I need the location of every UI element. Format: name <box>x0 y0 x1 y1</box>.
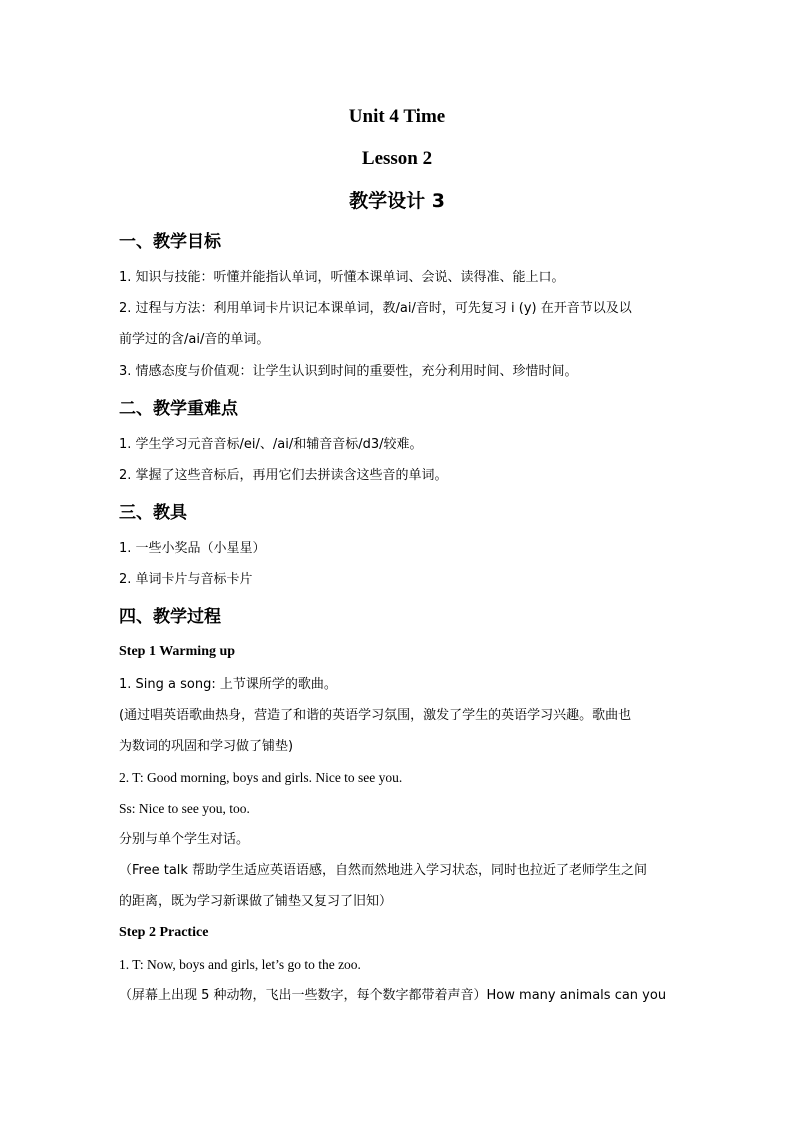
document-title-design: 教学设计 3 <box>349 190 445 212</box>
step-1-line-1: 1. Sing a song: 上节课所学的歌曲。 <box>119 677 337 692</box>
goals-item-2-cont: 前学过的含/ai/音的单词。 <box>119 332 270 347</box>
goals-item-3: 3. 情感态度与价值观：让学生认识到时间的重要性，充分利用时间、珍惜时间。 <box>119 364 578 379</box>
goals-item-2: 2. 过程与方法：利用单词卡片识记本课单词，教/ai/音时，可先复习 i (y) 在开音节以及以 <box>119 301 632 316</box>
goals-item-1: 1. 知识与技能：听懂并能指认单词，听懂本课单词、会说、读得准、能上口。 <box>119 270 565 285</box>
step-2-heading: Step 2 Practice <box>119 925 209 940</box>
step-2-line-1: 1. T: Now, boys and girls, let’s go to the zoo. <box>119 957 361 972</box>
step-1-line-5: Ss: Nice to see you, too. <box>119 801 250 816</box>
document-title-lesson: Lesson 2 <box>361 148 433 169</box>
section-heading-goals: 一、教学目标 <box>119 232 221 252</box>
section-heading-process: 四、教学过程 <box>119 607 221 627</box>
step-1-line-3: 为数词的巩固和学习做了铺垫) <box>119 739 294 754</box>
step-1-line-2: (通过唱英语歌曲热身，营造了和谐的英语学习氛围，激发了学生的英语学习兴趣。歌曲也 <box>119 708 632 723</box>
step-1-heading: Step 1 Warming up <box>119 644 236 659</box>
document-title-unit: Unit 4 Time <box>348 106 446 127</box>
step-1-line-6: 分别与单个学生对话。 <box>119 832 250 847</box>
tools-item-2: 2. 单词卡片与音标卡片 <box>119 572 253 587</box>
key-points-item-1: 1. 学生学习元音音标/ei/、/ai/和辅音音标/d3/较难。 <box>119 437 423 452</box>
step-1-line-8: 的距离，既为学习新课做了铺垫又复习了旧知） <box>119 894 393 909</box>
step-1-line-7: （Free talk 帮助学生适应英语语感，自然而然地进入学习状态，同时也拉近了老师学生之间 <box>119 863 648 878</box>
step-1-line-4: 2. T: Good morning, boys and girls. Nice to see you. <box>119 770 403 785</box>
tools-item-1: 1. 一些小奖品（小星星） <box>119 541 266 556</box>
key-points-item-2: 2. 掌握了这些音标后，再用它们去拼读含这些音的单词。 <box>119 468 448 483</box>
section-heading-tools: 三、教具 <box>119 503 187 523</box>
step-2-line-2: （屏幕上出现 5 种动物，飞出一些数字，每个数字都带着声音）How many animals can you <box>119 988 667 1003</box>
section-heading-key-points: 二、教学重难点 <box>119 399 238 419</box>
